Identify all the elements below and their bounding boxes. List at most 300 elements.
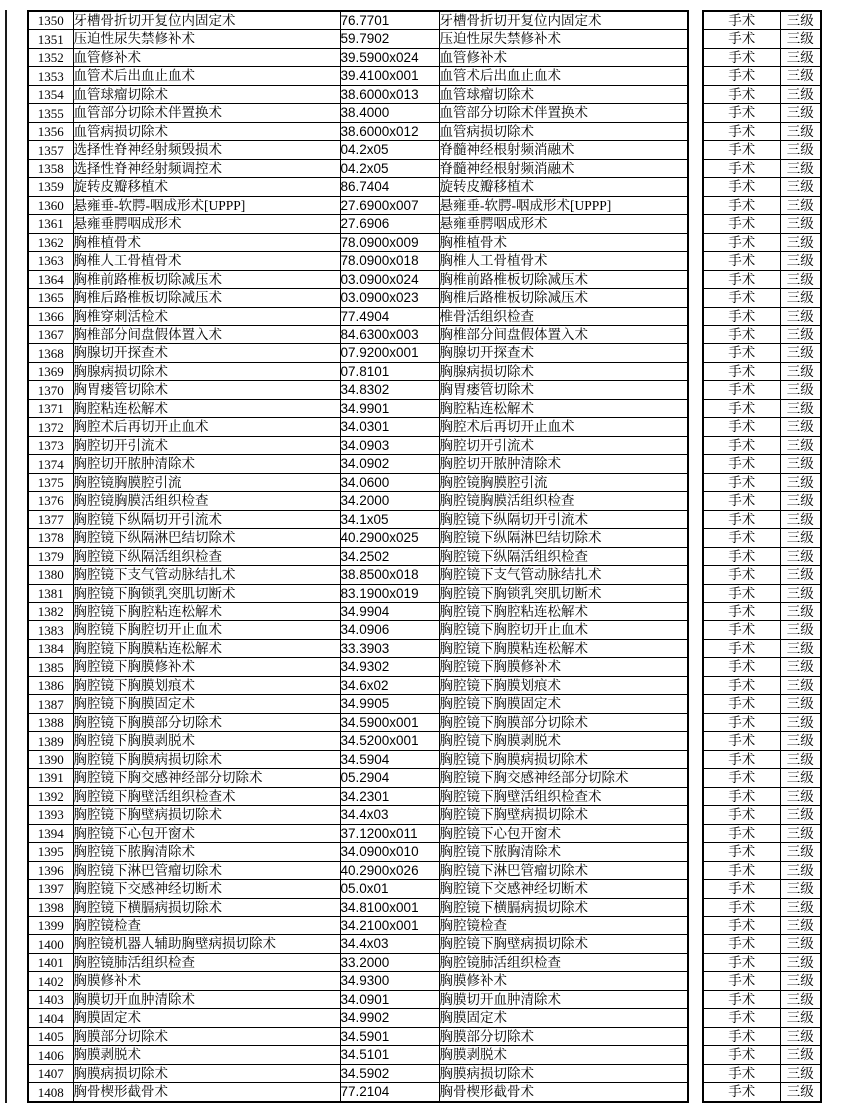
table-row — [703, 178, 821, 196]
category-cell: 手术 — [703, 11, 780, 30]
standard-procedure-name-cell: 胸腔镜下淋巴管瘤切除术 — [439, 861, 688, 879]
category-cell: 手术 — [703, 30, 780, 48]
row-number-cell: 1396 — [28, 861, 73, 879]
procedure-name-cell: 胸腔镜下胸膜剥脱术 — [73, 732, 340, 750]
procedure-code-cell: 34.5900x001 — [340, 713, 439, 731]
row-number-cell: 1360 — [28, 196, 73, 214]
level-cell: 三级 — [780, 289, 821, 307]
procedure-name-cell: 胸腔镜下横膈病损切除术 — [73, 898, 340, 916]
standard-procedure-name-cell: 胸腔镜胸膜腔引流 — [439, 473, 688, 491]
level-cell: 三级 — [780, 806, 821, 824]
table-row — [703, 806, 821, 824]
procedure-code-cell: 34.0902 — [340, 455, 439, 473]
row-number-cell: 1394 — [28, 824, 73, 842]
category-cell: 手术 — [703, 566, 780, 584]
level-cell: 三级 — [780, 85, 821, 103]
table-row — [28, 898, 688, 916]
procedure-code-cell: 38.8500x018 — [340, 566, 439, 584]
table-row — [28, 1009, 688, 1027]
standard-procedure-name-cell: 胸腔镜下支气管动脉结扎术 — [439, 566, 688, 584]
level-cell: 三级 — [780, 861, 821, 879]
procedure-code-cell: 34.5901 — [340, 1027, 439, 1045]
table-row — [28, 584, 688, 602]
table-row — [703, 713, 821, 731]
table-row — [703, 972, 821, 990]
procedure-code-cell: 27.6906 — [340, 215, 439, 233]
category-cell: 手术 — [703, 547, 780, 565]
procedure-name-cell: 胸腔镜下胸交感神经部分切除术 — [73, 769, 340, 787]
table-row — [28, 1064, 688, 1082]
standard-procedure-name-cell: 胸腔镜下胸壁活组织检查术 — [439, 787, 688, 805]
table-row — [703, 1009, 821, 1027]
category-cell: 手术 — [703, 843, 780, 861]
row-number-cell: 1390 — [28, 750, 73, 768]
procedure-name-cell: 胸腔镜下胸腔粘连松解术 — [73, 603, 340, 621]
level-cell: 三级 — [780, 916, 821, 934]
category-cell: 手术 — [703, 935, 780, 953]
row-number-cell: 1393 — [28, 806, 73, 824]
row-number-cell: 1369 — [28, 362, 73, 380]
procedure-code-cell: 39.5900x024 — [340, 48, 439, 66]
procedure-name-cell: 胸膜部分切除术 — [73, 1027, 340, 1045]
category-cell: 手术 — [703, 676, 780, 694]
table-row — [28, 270, 688, 288]
category-cell: 手术 — [703, 880, 780, 898]
procedure-code-cell: 27.6900x007 — [340, 196, 439, 214]
row-number-cell: 1363 — [28, 252, 73, 270]
row-number-cell: 1361 — [28, 215, 73, 233]
procedure-name-cell: 旋转皮瓣移植术 — [73, 178, 340, 196]
table-row — [703, 270, 821, 288]
category-cell: 手术 — [703, 436, 780, 454]
table-row — [703, 639, 821, 657]
category-cell: 手术 — [703, 990, 780, 1008]
procedure-name-cell: 胸腔镜肺活组织检查 — [73, 953, 340, 971]
procedure-name-cell: 选择性脊神经射频调控术 — [73, 159, 340, 177]
procedure-code-cell: 78.0900x009 — [340, 233, 439, 251]
standard-procedure-name-cell: 胸腔切开脓肿清除术 — [439, 455, 688, 473]
category-cell: 手术 — [703, 362, 780, 380]
standard-procedure-name-cell: 血管球瘤切除术 — [439, 85, 688, 103]
procedure-name-cell: 胸腔镜下心包开窗术 — [73, 824, 340, 842]
category-cell: 手术 — [703, 1046, 780, 1064]
procedure-code-cell: 34.8302 — [340, 381, 439, 399]
procedure-code-cell: 34.0900x010 — [340, 843, 439, 861]
procedure-name-cell: 胸腔镜下胸膜划痕术 — [73, 676, 340, 694]
standard-procedure-name-cell: 胸腔镜下交感神经切断术 — [439, 880, 688, 898]
table-row — [28, 972, 688, 990]
procedure-code-cell: 77.4904 — [340, 307, 439, 325]
level-cell: 三级 — [780, 658, 821, 676]
level-cell: 三级 — [780, 196, 821, 214]
row-number-cell: 1374 — [28, 455, 73, 473]
standard-procedure-name-cell: 胸膜剥脱术 — [439, 1046, 688, 1064]
procedure-code-cell: 34.6x02 — [340, 676, 439, 694]
row-number-cell: 1354 — [28, 85, 73, 103]
standard-procedure-name-cell: 胸腔镜下胸腔切开止血术 — [439, 621, 688, 639]
category-cell: 手术 — [703, 972, 780, 990]
table-row — [28, 455, 688, 473]
category-cell: 手术 — [703, 584, 780, 602]
row-number-cell: 1400 — [28, 935, 73, 953]
category-cell: 手术 — [703, 455, 780, 473]
procedure-name-cell: 胸腔镜下胸锁乳突肌切断术 — [73, 584, 340, 602]
standard-procedure-name-cell: 旋转皮瓣移植术 — [439, 178, 688, 196]
row-number-cell: 1375 — [28, 473, 73, 491]
standard-procedure-name-cell: 胸膜病损切除术 — [439, 1064, 688, 1082]
table-row — [703, 11, 821, 30]
row-number-cell: 1387 — [28, 695, 73, 713]
procedure-code-cell: 05.2904 — [340, 769, 439, 787]
row-number-cell: 1384 — [28, 639, 73, 657]
row-number-cell: 1403 — [28, 990, 73, 1008]
level-cell: 三级 — [780, 270, 821, 288]
table-row — [703, 159, 821, 177]
table-row — [703, 436, 821, 454]
table-row — [28, 750, 688, 768]
table-row — [28, 1083, 688, 1102]
procedure-name-cell: 胸椎穿刺活检术 — [73, 307, 340, 325]
row-number-cell: 1364 — [28, 270, 73, 288]
table-row — [703, 1046, 821, 1064]
table-row — [28, 252, 688, 270]
table-row — [703, 67, 821, 85]
procedure-code-cell: 34.2100x001 — [340, 916, 439, 934]
row-number-cell: 1402 — [28, 972, 73, 990]
standard-procedure-name-cell: 血管部分切除术伴置换术 — [439, 104, 688, 122]
left-table-rule-line — [5, 10, 7, 1103]
procedure-name-cell: 胸腔镜下纵隔切开引流术 — [73, 510, 340, 528]
level-cell: 三级 — [780, 473, 821, 491]
procedure-name-cell: 胸椎部分间盘假体置入术 — [73, 325, 340, 343]
procedure-name-cell: 悬雍垂腭咽成形术 — [73, 215, 340, 233]
table-row — [28, 732, 688, 750]
standard-procedure-name-cell: 胸腔粘连松解术 — [439, 399, 688, 417]
table-row — [28, 639, 688, 657]
level-cell: 三级 — [780, 492, 821, 510]
row-number-cell: 1367 — [28, 325, 73, 343]
table-row — [28, 621, 688, 639]
procedure-name-cell: 胸腔镜检查 — [73, 916, 340, 934]
table-row — [28, 30, 688, 48]
procedure-code-cell: 86.7404 — [340, 178, 439, 196]
row-number-cell: 1385 — [28, 658, 73, 676]
standard-procedure-name-cell: 胸腔镜下脓胸清除术 — [439, 843, 688, 861]
standard-procedure-name-cell: 胸腔镜下胸壁病损切除术 — [439, 806, 688, 824]
table-row — [703, 473, 821, 491]
table-row — [28, 307, 688, 325]
table-row — [703, 492, 821, 510]
category-cell: 手术 — [703, 252, 780, 270]
row-number-cell: 1351 — [28, 30, 73, 48]
category-cell: 手术 — [703, 824, 780, 842]
level-cell: 三级 — [780, 381, 821, 399]
procedure-code-cell: 34.9901 — [340, 399, 439, 417]
standard-procedure-name-cell: 胸胃瘘管切除术 — [439, 381, 688, 399]
category-cell: 手术 — [703, 178, 780, 196]
standard-procedure-name-cell: 胸腔术后再切开止血术 — [439, 418, 688, 436]
level-cell: 三级 — [780, 399, 821, 417]
table-row — [28, 48, 688, 66]
table-row — [703, 104, 821, 122]
row-number-cell: 1406 — [28, 1046, 73, 1064]
category-cell: 手术 — [703, 67, 780, 85]
level-cell: 三级 — [780, 750, 821, 768]
level-cell: 三级 — [780, 695, 821, 713]
category-cell: 手术 — [703, 418, 780, 436]
table-row — [28, 916, 688, 934]
table-row — [28, 122, 688, 140]
table-row — [703, 787, 821, 805]
row-number-cell: 1405 — [28, 1027, 73, 1045]
procedure-code-cell: 59.7902 — [340, 30, 439, 48]
procedure-name-cell: 胸腔镜胸膜腔引流 — [73, 473, 340, 491]
table-row — [28, 806, 688, 824]
procedure-name-cell: 胸腔镜下胸腔切开止血术 — [73, 621, 340, 639]
standard-procedure-name-cell: 胸膜部分切除术 — [439, 1027, 688, 1045]
level-cell: 三级 — [780, 362, 821, 380]
category-cell: 手术 — [703, 787, 780, 805]
level-cell: 三级 — [780, 787, 821, 805]
category-cell: 手术 — [703, 399, 780, 417]
procedure-code-cell: 34.2000 — [340, 492, 439, 510]
table-row — [703, 196, 821, 214]
table-row — [703, 898, 821, 916]
row-number-cell: 1359 — [28, 178, 73, 196]
level-cell: 三级 — [780, 547, 821, 565]
level-cell: 三级 — [780, 215, 821, 233]
table-row — [703, 289, 821, 307]
procedure-code-cell: 34.8100x001 — [340, 898, 439, 916]
procedure-code-cell: 34.9302 — [340, 658, 439, 676]
procedure-name-cell: 胸腔镜下淋巴管瘤切除术 — [73, 861, 340, 879]
procedure-code-cell: 34.0301 — [340, 418, 439, 436]
standard-procedure-name-cell: 血管术后出血止血术 — [439, 67, 688, 85]
level-cell: 三级 — [780, 713, 821, 731]
standard-procedure-name-cell: 椎骨活组织检查 — [439, 307, 688, 325]
standard-procedure-name-cell: 胸腔镜下纵隔切开引流术 — [439, 510, 688, 528]
level-cell: 三级 — [780, 1009, 821, 1027]
procedure-name-cell: 选择性脊神经射频毁损术 — [73, 141, 340, 159]
table-row — [28, 473, 688, 491]
procedure-name-cell: 血管球瘤切除术 — [73, 85, 340, 103]
table-row — [703, 990, 821, 1008]
procedure-code-cell: 34.5101 — [340, 1046, 439, 1064]
row-number-cell: 1350 — [28, 11, 73, 30]
table-row — [28, 603, 688, 621]
procedure-name-cell: 胸腔镜下胸膜固定术 — [73, 695, 340, 713]
table-row — [28, 861, 688, 879]
standard-procedure-name-cell: 胸椎人工骨植骨术 — [439, 252, 688, 270]
level-cell: 三级 — [780, 953, 821, 971]
procedure-code-cell: 34.4x03 — [340, 935, 439, 953]
procedure-code-cell: 34.4x03 — [340, 806, 439, 824]
procedure-name-cell: 血管病损切除术 — [73, 122, 340, 140]
table-row — [28, 325, 688, 343]
procedure-code-cell: 38.4000 — [340, 104, 439, 122]
procedure-name-cell: 胸腔镜下胸壁病损切除术 — [73, 806, 340, 824]
procedure-code-cell: 38.6000x012 — [340, 122, 439, 140]
procedure-code-cell: 34.1x05 — [340, 510, 439, 528]
procedure-name-cell: 胸腔术后再切开止血术 — [73, 418, 340, 436]
procedure-code-cell: 34.0906 — [340, 621, 439, 639]
row-number-cell: 1378 — [28, 529, 73, 547]
table-row — [28, 11, 688, 30]
row-number-cell: 1362 — [28, 233, 73, 251]
level-cell: 三级 — [780, 676, 821, 694]
category-cell: 手术 — [703, 750, 780, 768]
row-number-cell: 1408 — [28, 1083, 73, 1102]
procedure-code-cell: 33.3903 — [340, 639, 439, 657]
standard-procedure-name-cell: 牙槽骨折切开复位内固定术 — [439, 11, 688, 30]
level-cell: 三级 — [780, 436, 821, 454]
level-cell: 三级 — [780, 824, 821, 842]
level-cell: 三级 — [780, 48, 821, 66]
level-cell: 三级 — [780, 178, 821, 196]
table-row — [703, 325, 821, 343]
standard-procedure-name-cell: 胸腺切开探查术 — [439, 344, 688, 362]
procedure-name-cell: 胸腔镜下胸壁活组织检查术 — [73, 787, 340, 805]
procedure-name-cell: 血管术后出血止血术 — [73, 67, 340, 85]
level-cell: 三级 — [780, 11, 821, 30]
table-row — [703, 547, 821, 565]
procedure-code-cell: 34.5904 — [340, 750, 439, 768]
level-cell: 三级 — [780, 344, 821, 362]
procedure-code-cell: 39.4100x001 — [340, 67, 439, 85]
table-row — [703, 953, 821, 971]
standard-procedure-name-cell: 胸腔镜下胸膜固定术 — [439, 695, 688, 713]
table-row — [28, 215, 688, 233]
procedure-code-cell: 03.0900x023 — [340, 289, 439, 307]
standard-procedure-name-cell: 悬雍垂-软腭-咽成形术[UPPP] — [439, 196, 688, 214]
procedure-code-cell: 04.2x05 — [340, 159, 439, 177]
procedure-name-cell: 胸腔镜下支气管动脉结扎术 — [73, 566, 340, 584]
row-number-cell: 1395 — [28, 843, 73, 861]
category-cell: 手术 — [703, 1083, 780, 1102]
row-number-cell: 1383 — [28, 621, 73, 639]
standard-procedure-name-cell: 胸腔镜下胸膜修补术 — [439, 658, 688, 676]
table-row — [703, 695, 821, 713]
table-row — [703, 676, 821, 694]
procedure-code-cell: 40.2900x025 — [340, 529, 439, 547]
table-row — [703, 122, 821, 140]
standard-procedure-name-cell: 胸腔镜下纵隔活组织检查 — [439, 547, 688, 565]
level-cell: 三级 — [780, 843, 821, 861]
row-number-cell: 1386 — [28, 676, 73, 694]
table-row — [703, 1027, 821, 1045]
procedure-name-cell: 胸骨楔形截骨术 — [73, 1083, 340, 1102]
table-row — [28, 529, 688, 547]
level-cell: 三级 — [780, 159, 821, 177]
standard-procedure-name-cell: 胸腔镜下胸交感神经部分切除术 — [439, 769, 688, 787]
standard-procedure-name-cell: 胸腔镜下纵隔淋巴结切除术 — [439, 529, 688, 547]
table-row — [28, 953, 688, 971]
table-row — [703, 399, 821, 417]
row-number-cell: 1379 — [28, 547, 73, 565]
standard-procedure-name-cell: 胸椎植骨术 — [439, 233, 688, 251]
table-row — [703, 381, 821, 399]
category-cell: 手术 — [703, 529, 780, 547]
row-number-cell: 1356 — [28, 122, 73, 140]
level-cell: 三级 — [780, 1027, 821, 1045]
procedure-code-cell: 05.0x01 — [340, 880, 439, 898]
table-row — [703, 85, 821, 103]
row-number-cell: 1404 — [28, 1009, 73, 1027]
category-cell: 手术 — [703, 639, 780, 657]
level-cell: 三级 — [780, 603, 821, 621]
level-cell: 三级 — [780, 455, 821, 473]
table-row — [703, 307, 821, 325]
category-cell: 手术 — [703, 603, 780, 621]
level-cell: 三级 — [780, 141, 821, 159]
table-row — [28, 880, 688, 898]
procedure-name-cell: 胸腔切开脓肿清除术 — [73, 455, 340, 473]
category-cell: 手术 — [703, 270, 780, 288]
table-row — [28, 769, 688, 787]
row-number-cell: 1391 — [28, 769, 73, 787]
row-number-cell: 1388 — [28, 713, 73, 731]
level-cell: 三级 — [780, 30, 821, 48]
table-row — [28, 178, 688, 196]
category-level-table — [702, 10, 822, 1103]
standard-procedure-name-cell: 胸膜固定术 — [439, 1009, 688, 1027]
level-cell: 三级 — [780, 584, 821, 602]
category-cell: 手术 — [703, 307, 780, 325]
table-row — [703, 455, 821, 473]
table-row — [703, 510, 821, 528]
procedure-name-cell: 胸腔镜下纵隔活组织检查 — [73, 547, 340, 565]
standard-procedure-name-cell: 胸腔镜下胸腔粘连松解术 — [439, 603, 688, 621]
table-row — [28, 547, 688, 565]
category-cell: 手术 — [703, 732, 780, 750]
category-cell: 手术 — [703, 1064, 780, 1082]
table-row — [28, 104, 688, 122]
table-row — [703, 935, 821, 953]
standard-procedure-name-cell: 胸骨楔形截骨术 — [439, 1083, 688, 1102]
category-cell: 手术 — [703, 159, 780, 177]
procedure-name-cell: 胸腔镜机器人辅助胸壁病损切除术 — [73, 935, 340, 953]
level-cell: 三级 — [780, 510, 821, 528]
procedure-name-cell: 胸腔镜下纵隔淋巴结切除术 — [73, 529, 340, 547]
table-row — [28, 141, 688, 159]
procedure-name-cell: 胸椎植骨术 — [73, 233, 340, 251]
row-number-cell: 1389 — [28, 732, 73, 750]
table-row — [28, 990, 688, 1008]
level-cell: 三级 — [780, 418, 821, 436]
procedure-name-cell: 胸腔粘连松解术 — [73, 399, 340, 417]
row-number-cell: 1398 — [28, 898, 73, 916]
level-cell: 三级 — [780, 769, 821, 787]
standard-procedure-name-cell: 脊髓神经根射频消融术 — [439, 141, 688, 159]
table-row — [28, 85, 688, 103]
procedure-code-cell: 34.9904 — [340, 603, 439, 621]
level-cell: 三级 — [780, 935, 821, 953]
table-row — [703, 843, 821, 861]
category-level-table-body — [703, 11, 821, 1102]
category-cell: 手术 — [703, 381, 780, 399]
table-row — [28, 935, 688, 953]
row-number-cell: 1399 — [28, 916, 73, 934]
level-cell: 三级 — [780, 122, 821, 140]
level-cell: 三级 — [780, 529, 821, 547]
level-cell: 三级 — [780, 67, 821, 85]
procedure-code-cell: 34.9300 — [340, 972, 439, 990]
row-number-cell: 1372 — [28, 418, 73, 436]
category-cell: 手术 — [703, 122, 780, 140]
procedure-name-cell: 胸膜病损切除术 — [73, 1064, 340, 1082]
procedure-code-cell: 03.0900x024 — [340, 270, 439, 288]
procedure-name-cell: 胸膜修补术 — [73, 972, 340, 990]
